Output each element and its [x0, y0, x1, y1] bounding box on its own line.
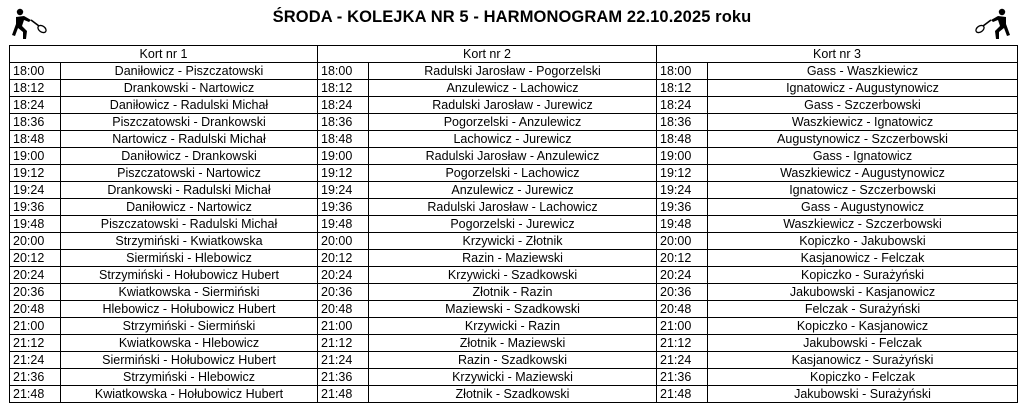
- court-header-3: Kort nr 3: [657, 46, 1018, 63]
- table-row: [10, 165, 1018, 182]
- match-cell-court-1: Siermiński - Hlebowicz: [61, 250, 318, 267]
- match-cell-court-2: Anzulewicz - Lachowicz: [369, 80, 657, 97]
- time-cell: 20:24: [657, 267, 708, 284]
- match-cell-court-3: Jakubowski - Felczak: [708, 335, 1018, 352]
- court-header-1: Kort nr 1: [10, 46, 318, 63]
- time-cell: 21:00: [657, 318, 708, 335]
- time-cell: 20:36: [10, 284, 61, 301]
- match-cell-court-2: Złotnik - Maziewski: [369, 335, 657, 352]
- time-cell: 21:24: [10, 352, 61, 369]
- time-cell: 21:48: [318, 386, 369, 403]
- time-cell: 21:00: [318, 318, 369, 335]
- match-cell-court-3: Jakubowski - Surażyński: [708, 386, 1018, 403]
- time-cell: 19:12: [10, 165, 61, 182]
- match-cell-court-3: Jakubowski - Kasjanowicz: [708, 284, 1018, 301]
- match-cell-court-3: Kasjanowicz - Surażyński: [708, 352, 1018, 369]
- table-row: [10, 216, 1018, 233]
- table-row: [10, 63, 1018, 80]
- match-cell-court-1: Piszczatowski - Radulski Michał: [61, 216, 318, 233]
- time-cell: 19:36: [10, 199, 61, 216]
- match-cell-court-2: Anzulewicz - Jurewicz: [369, 182, 657, 199]
- table-row: [10, 318, 1018, 335]
- match-cell-court-3: Waszkiewicz - Szczerbowski: [708, 216, 1018, 233]
- table-row: [10, 267, 1018, 284]
- match-cell-court-3: Gass - Szczerbowski: [708, 97, 1018, 114]
- match-cell-court-2: Razin - Maziewski: [369, 250, 657, 267]
- match-cell-court-1: Hlebowicz - Hołubowicz Hubert: [61, 301, 318, 318]
- time-cell: 19:24: [657, 182, 708, 199]
- time-cell: 21:36: [657, 369, 708, 386]
- time-cell: 20:24: [318, 267, 369, 284]
- match-cell-court-1: Daniłowicz - Drankowski: [61, 148, 318, 165]
- match-cell-court-1: Strzymiński - Siermiński: [61, 318, 318, 335]
- match-cell-court-1: Piszczatowski - Nartowicz: [61, 165, 318, 182]
- time-cell: 19:12: [657, 165, 708, 182]
- time-cell: 19:36: [318, 199, 369, 216]
- table-row: [10, 284, 1018, 301]
- time-cell: 21:36: [318, 369, 369, 386]
- match-cell-court-1: Kwiatkowska - Hołubowicz Hubert: [61, 386, 318, 403]
- time-cell: 18:00: [318, 63, 369, 80]
- match-cell-court-2: Pogorzelski - Jurewicz: [369, 216, 657, 233]
- match-cell-court-3: Kopiczko - Kasjanowicz: [708, 318, 1018, 335]
- time-cell: 18:24: [10, 97, 61, 114]
- time-cell: 20:24: [10, 267, 61, 284]
- time-cell: 18:36: [657, 114, 708, 131]
- table-row: [10, 199, 1018, 216]
- time-cell: 19:24: [10, 182, 61, 199]
- table-row: [10, 250, 1018, 267]
- time-cell: 21:12: [318, 335, 369, 352]
- time-cell: 20:12: [10, 250, 61, 267]
- match-cell-court-3: Gass - Waszkiewicz: [708, 63, 1018, 80]
- match-cell-court-2: Pogorzelski - Lachowicz: [369, 165, 657, 182]
- match-cell-court-1: Strzymiński - Hołubowicz Hubert: [61, 267, 318, 284]
- table-row: [10, 386, 1018, 403]
- match-cell-court-3: Felczak - Surażyński: [708, 301, 1018, 318]
- match-cell-court-3: Kopiczko - Jakubowski: [708, 233, 1018, 250]
- match-cell-court-2: Krzywicki - Szadkowski: [369, 267, 657, 284]
- match-cell-court-1: Kwiatkowska - Hlebowicz: [61, 335, 318, 352]
- match-cell-court-1: Kwiatkowska - Siermiński: [61, 284, 318, 301]
- time-cell: 18:48: [657, 131, 708, 148]
- time-cell: 20:48: [318, 301, 369, 318]
- match-cell-court-1: Strzymiński - Kwiatkowska: [61, 233, 318, 250]
- time-cell: 19:48: [318, 216, 369, 233]
- time-cell: 21:12: [657, 335, 708, 352]
- time-cell: 20:00: [318, 233, 369, 250]
- match-cell-court-3: Kopiczko - Surażyński: [708, 267, 1018, 284]
- match-cell-court-1: Drankowski - Radulski Michał: [61, 182, 318, 199]
- time-cell: 19:00: [657, 148, 708, 165]
- time-cell: 18:24: [657, 97, 708, 114]
- table-row: [10, 80, 1018, 97]
- match-cell-court-2: Krzywicki - Złotnik: [369, 233, 657, 250]
- match-cell-court-1: Daniłowicz - Piszczatowski: [61, 63, 318, 80]
- table-row: [10, 182, 1018, 199]
- table-row: [10, 97, 1018, 114]
- time-cell: 18:48: [318, 131, 369, 148]
- time-cell: 18:12: [657, 80, 708, 97]
- time-cell: 20:48: [10, 301, 61, 318]
- match-cell-court-1: Nartowicz - Radulski Michał: [61, 131, 318, 148]
- table-row: [10, 114, 1018, 131]
- time-cell: 18:48: [10, 131, 61, 148]
- table-row: [10, 301, 1018, 318]
- time-cell: 19:00: [318, 148, 369, 165]
- match-cell-court-2: Radulski Jarosław - Jurewicz: [369, 97, 657, 114]
- match-cell-court-3: Ignatowicz - Augustynowicz: [708, 80, 1018, 97]
- time-cell: 18:36: [318, 114, 369, 131]
- match-cell-court-2: Złotnik - Szadkowski: [369, 386, 657, 403]
- match-cell-court-3: Kopiczko - Felczak: [708, 369, 1018, 386]
- match-cell-court-3: Gass - Augustynowicz: [708, 199, 1018, 216]
- time-cell: 20:00: [657, 233, 708, 250]
- match-cell-court-2: Radulski Jarosław - Pogorzelski: [369, 63, 657, 80]
- court-header-row: [10, 46, 1018, 63]
- time-cell: 18:24: [318, 97, 369, 114]
- time-cell: 19:48: [657, 216, 708, 233]
- time-cell: 21:48: [657, 386, 708, 403]
- page-title: ŚRODA - KOLEJKA NR 5 - HARMONOGRAM 22.10.2025 roku: [272, 8, 752, 26]
- match-cell-court-1: Daniłowicz - Radulski Michał: [61, 97, 318, 114]
- match-cell-court-1: Siermiński - Hołubowicz Hubert: [61, 352, 318, 369]
- table-row: [10, 335, 1018, 352]
- schedule-table: [9, 45, 1018, 403]
- time-cell: 21:24: [318, 352, 369, 369]
- match-cell-court-3: Waszkiewicz - Ignatowicz: [708, 114, 1018, 131]
- match-cell-court-1: Drankowski - Nartowicz: [61, 80, 318, 97]
- time-cell: 21:48: [10, 386, 61, 403]
- time-cell: 21:12: [10, 335, 61, 352]
- table-row: [10, 233, 1018, 250]
- match-cell-court-2: Maziewski - Szadkowski: [369, 301, 657, 318]
- match-cell-court-2: Lachowicz - Jurewicz: [369, 131, 657, 148]
- match-cell-court-2: Złotnik - Razin: [369, 284, 657, 301]
- match-cell-court-3: Waszkiewicz - Augustynowicz: [708, 165, 1018, 182]
- match-cell-court-3: Ignatowicz - Szczerbowski: [708, 182, 1018, 199]
- table-row: [10, 131, 1018, 148]
- match-cell-court-1: Strzymiński - Hlebowicz: [61, 369, 318, 386]
- time-cell: 18:00: [657, 63, 708, 80]
- time-cell: 19:48: [10, 216, 61, 233]
- time-cell: 20:12: [318, 250, 369, 267]
- match-cell-court-1: Daniłowicz - Nartowicz: [61, 199, 318, 216]
- match-cell-court-2: Krzywicki - Razin: [369, 318, 657, 335]
- table-row: [10, 369, 1018, 386]
- schedule-body: [10, 63, 1018, 403]
- time-cell: 19:24: [318, 182, 369, 199]
- time-cell: 18:12: [318, 80, 369, 97]
- time-cell: 18:36: [10, 114, 61, 131]
- time-cell: 20:36: [657, 284, 708, 301]
- time-cell: 19:36: [657, 199, 708, 216]
- match-cell-court-2: Razin - Szadkowski: [369, 352, 657, 369]
- match-cell-court-2: Pogorzelski - Anzulewicz: [369, 114, 657, 131]
- time-cell: 21:00: [10, 318, 61, 335]
- time-cell: 20:00: [10, 233, 61, 250]
- table-row: [10, 148, 1018, 165]
- time-cell: 20:36: [318, 284, 369, 301]
- match-cell-court-1: Piszczatowski - Drankowski: [61, 114, 318, 131]
- match-cell-court-3: Augustynowicz - Szczerbowski: [708, 131, 1018, 148]
- time-cell: 20:12: [657, 250, 708, 267]
- time-cell: 18:12: [10, 80, 61, 97]
- time-cell: 18:00: [10, 63, 61, 80]
- time-cell: 21:36: [10, 369, 61, 386]
- table-row: [10, 352, 1018, 369]
- time-cell: 20:48: [657, 301, 708, 318]
- match-cell-court-2: Krzywicki - Maziewski: [369, 369, 657, 386]
- match-cell-court-2: Radulski Jarosław - Lachowicz: [369, 199, 657, 216]
- match-cell-court-3: Gass - Ignatowicz: [708, 148, 1018, 165]
- match-cell-court-2: Radulski Jarosław - Anzulewicz: [369, 148, 657, 165]
- court-header-2: Kort nr 2: [318, 46, 657, 63]
- match-cell-court-3: Kasjanowicz - Felczak: [708, 250, 1018, 267]
- time-cell: 21:24: [657, 352, 708, 369]
- time-cell: 19:00: [10, 148, 61, 165]
- time-cell: 19:12: [318, 165, 369, 182]
